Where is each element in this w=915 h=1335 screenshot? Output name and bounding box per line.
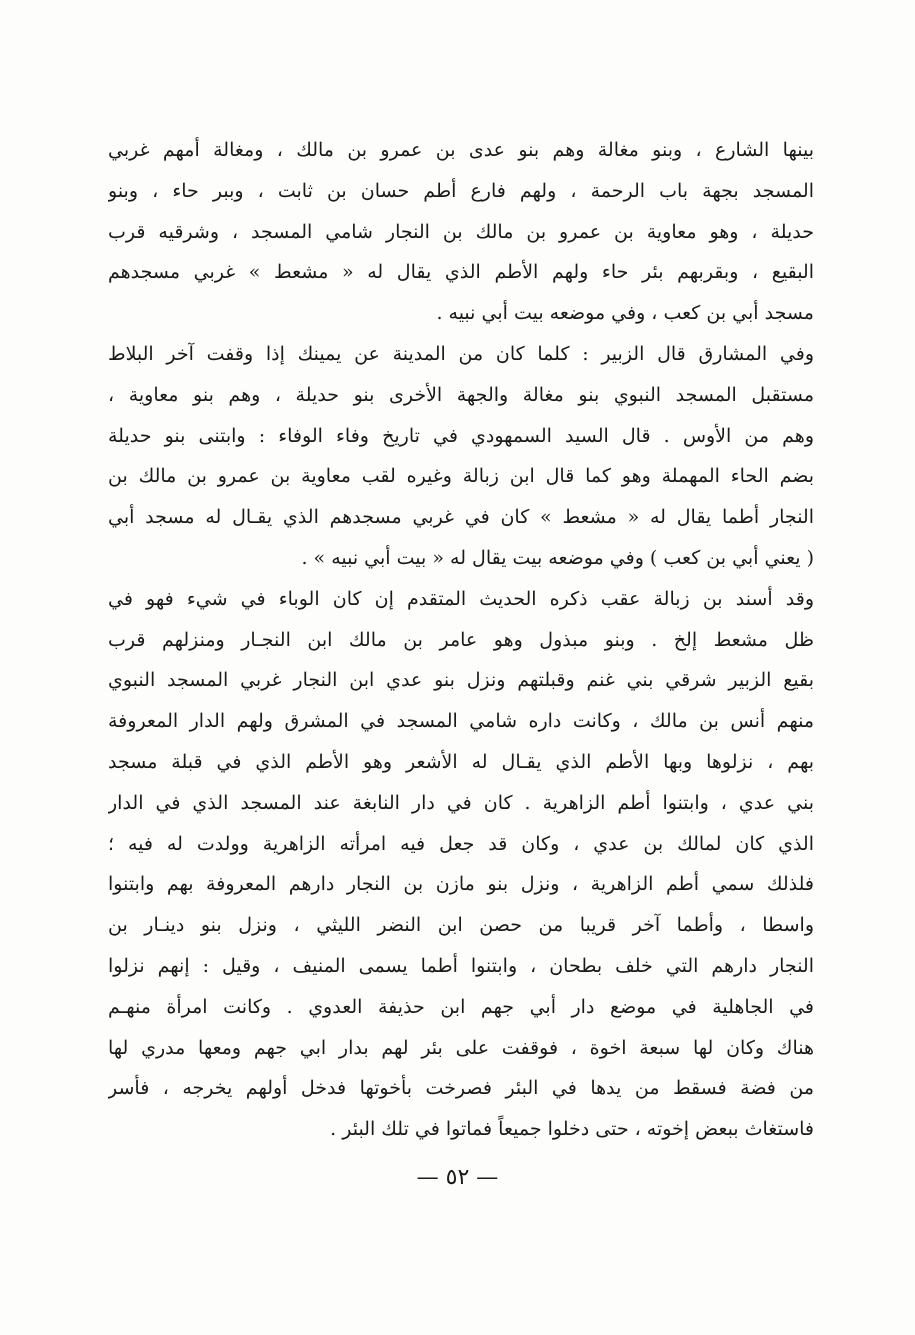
text-line: حديلة ، وهو معاوية بن عمرو بن مالك بن النجار شامي المسجد ، وشرقيه قرب	[108, 220, 814, 243]
text-line: فلذلك سمي أطم الزاهرية ، ونزل بنو مازن بن النجار دارهم المعروفة بهم وابتنوا	[108, 873, 814, 896]
text-line: من فضة فسقط من يدها في البئر فصرخت بأخوتها فدخل أولهم يخرجه ، فأسر	[108, 1077, 814, 1100]
text-line: فاستغاث ببعض إخوته ، حتى دخلوا جميعاً فماتوا في تلك البئر .	[330, 1118, 814, 1141]
text-line: بهم ، نزلوها وبها الأطم الذي يقـال له الأشعر وهو الأطم الذي في قبلة مسجد	[108, 750, 814, 773]
page-number: — ٥٢ —	[416, 1165, 499, 1190]
text-line: وقد أسند بن زبالة عقب ذكره الحديث المتقدم إن كان الوباء في شيء فهو في	[108, 587, 814, 610]
text-line: منهم أنس بن مالك ، وكانت داره شامي المسجد في المشرق ولهم الدار المعروفة	[108, 710, 814, 733]
text-line: المسجد بجهة باب الرحمة ، ولهم فارع أطم حسان بن ثابت ، وببر حاء ، وبنو	[108, 179, 814, 202]
text-line: النجار أطما يقال له « مشعط » كان في غربي مسجدهم الذي يقـال له مسجد أبي	[108, 506, 814, 529]
text-line: النجار دارهم التي خلف بطحان ، وابتنوا أطما يسمى المنيف ، وقيل : إنهم نزلوا	[108, 954, 814, 977]
text-line: البقيع ، وبقربهم بئر حاء ولهم الأطم الذي يقال له « مشعط » غربي مسجدهم	[108, 261, 814, 284]
text-line: في الجاهلية في موضع دار أبي جهم ابن حذيفة العدوي . وكانت امرأة منهـم	[108, 995, 814, 1018]
text-line: وفي المشارق قال الزبير : كلما كان من المدينة عن يمينك إذا وقفت آخر البلاط	[108, 342, 814, 365]
text-line: بضم الحاء المهملة وهو كما قال ابن زبالة وغيره لقب معاوية بن عمرو بن مالك بن	[108, 465, 814, 488]
text-line: الذي كان لمالك بن عدي ، وكان قد جعل فيه امرأته الزاهرية وولدت له فيه ؛	[108, 832, 814, 855]
text-line: وهم من الأوس . قال السيد السمهودي في تاريخ وفاء الوفاء : وابتنى بنو حديلة	[108, 424, 814, 447]
text-line: ظل مشعط إلخ . وبنو مبذول وهو عامر بن مالك ابن النجـار ومنزلهم قرب	[108, 628, 814, 651]
text-line: واسطا ، وأطما آخر قريبا من حصن ابن النضر الليثي ، ونزل بنو دينـار بن	[108, 914, 814, 937]
text-line: بني عدي ، وابتنوا أطم الزاهرية . كان في دار النابغة عند المسجد الذي في الدار	[108, 791, 814, 814]
text-line: بقيع الزبير شرقي بني غنم وقبلتهم ونزل بنو عدي ابن النجار غربي المسجد النبوي	[108, 669, 814, 692]
text-line: هناك وكان لها سبعة اخوة ، فوقفت على بئر لهم بدار ابي جهم ومعها مدري لها	[108, 1036, 814, 1059]
text-line: مستقبل المسجد النبوي بنو مغالة والجهة الأخرى بنو حديلة ، وهم بنو معاوية ،	[108, 383, 814, 406]
text-line: ( يعني أبي بن كعب ) وفي موضعه بيت يقال له « بيت أبي نبيه » .	[301, 546, 814, 569]
text-line: مسجد أبي بن كعب ، وفي موضعه بيت أبي نبيه .	[436, 302, 814, 325]
body-text	[108, 130, 814, 1150]
text-line: بينها الشارع ، وبنو مغالة وهم بنو عدى بن عمرو بن مالك ، ومغالة أمهم غربي	[108, 139, 814, 161]
